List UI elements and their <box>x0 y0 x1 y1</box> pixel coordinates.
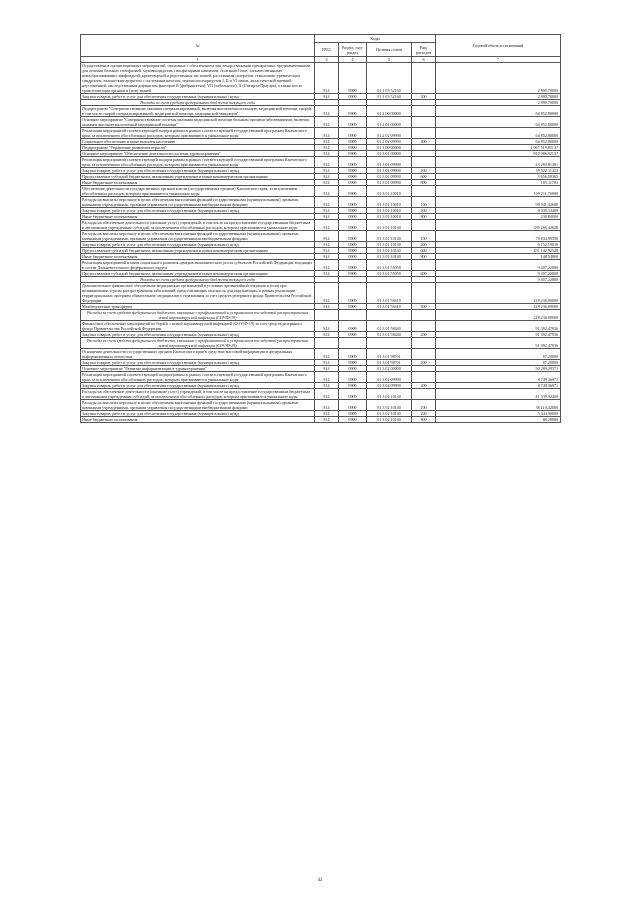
cell-s: 5 343,30000 <box>436 411 561 417</box>
cell-a: 01 3 01 98701 <box>367 349 412 360</box>
cell-name: Закупка товаров, работ и услуг для обеспечения государственных (муниципальных) нужд <box>81 383 315 389</box>
cell-s: 810 986,92137 <box>436 151 561 157</box>
table-row <box>81 372 561 383</box>
cell-g: 814 <box>315 366 339 372</box>
table-row <box>81 349 561 360</box>
cell-v <box>412 389 436 400</box>
cell-p: 0909 <box>339 283 367 304</box>
cell-g: 814 <box>315 321 339 332</box>
cell-s: 3 656,58365 <box>436 174 561 180</box>
cell-a: 01 3 01 10140 <box>367 254 412 260</box>
cell-name: Закупка товаров, работ и услуг для обеспечения государственных (муниципальных) нужд <box>81 360 315 366</box>
cell-name: Межбюджетные трансферты <box>81 304 315 310</box>
cell-name: Основное мероприятие "Развитие информатизации в здравоохранении" <box>81 366 315 372</box>
cell-name: Обеспечение деятельности государственных органов власти (государственных органов) Камчатского края, за исключением обособленных расходов, которым присваиваются уникальные коды <box>81 186 315 197</box>
cell-a: 01 2 00 00000 <box>367 106 412 117</box>
header-num: № <box>81 35 315 57</box>
cell-s: 8 749,36971 <box>436 372 561 383</box>
cell-v: 300 <box>412 139 436 145</box>
cell-s: 9 407,22000 <box>436 260 561 271</box>
cell-g: 814 <box>315 372 339 383</box>
cell-p: 0909 <box>339 242 367 248</box>
cell-g: 814 <box>315 145 339 151</box>
cell-p: 0909 <box>339 231 367 242</box>
table-note-row <box>81 310 561 321</box>
cell-v <box>412 63 436 94</box>
cell-p: 0909 <box>339 372 367 383</box>
cell-v: 600 <box>412 174 436 180</box>
cell-a: 01 3 02 10140 <box>367 417 412 423</box>
cell-g: 814 <box>315 254 339 260</box>
header-total: Годовой объем ассигнований <box>436 35 561 57</box>
cell-p: 0909 <box>339 248 367 254</box>
cell-name: Закупка товаров, работ и услуг для обеспечения государственных (муниципальных) нужд <box>81 411 315 417</box>
cell-g: 814 <box>315 186 339 197</box>
cell-a: 01 3 01 10010 <box>367 186 412 197</box>
cell-s: 78 834,99590 <box>436 231 561 242</box>
header-index-5: 5 <box>367 57 412 63</box>
page-number: 42 <box>317 878 323 883</box>
cell-a: 01 2 02 09990 <box>367 128 412 139</box>
cell-g: 814 <box>315 139 339 145</box>
cell-v <box>412 128 436 139</box>
cell-name: Реализация мероприятий соответствующей подпрограммы в рамках соответствующей государственной программы Камчатского края, за исключением обособленных расходов, которым присваиваются уникальные коды <box>81 157 315 168</box>
cell-p: 0909 <box>339 117 367 128</box>
cell-name: Расходы на обеспечение деятельности (оказание услуг) учреждений, в том числе на предоставление государственным бюджетным и автономным учреждениям субсидий, за исключением обособленных расходов, которым присваиваются уникальные коды <box>81 389 315 400</box>
cell-p: 0909 <box>339 332 367 338</box>
cell-p: 0909 <box>339 168 367 174</box>
cell-p <box>339 338 367 349</box>
cell-v <box>412 157 436 168</box>
cell-s: 1 067 519,85137 <box>436 145 561 151</box>
cell-s: 109 211,76000 <box>436 186 561 197</box>
cell-name: Иные бюджетные ассигнования <box>81 214 315 220</box>
cell-v: 200 <box>412 383 436 389</box>
cell-a: 01 3 01 10140 <box>367 248 412 254</box>
cell-g: 814 <box>315 248 339 254</box>
cell-s: 64 852,80000 <box>436 139 561 145</box>
cell-p: 0909 <box>339 417 367 423</box>
cell-p: 0909 <box>339 139 367 145</box>
cell-s: 64 852,80000 <box>436 117 561 128</box>
cell-a: 01 3 01 10010 <box>367 197 412 208</box>
cell-g: 814 <box>315 220 339 231</box>
cell-s: 91 392,47936 <box>436 332 561 338</box>
cell-name: Закупка товаров, работ и услуг для обеспечения государственных (муниципальных) нужд <box>81 168 315 174</box>
cell-p: 0909 <box>339 106 367 117</box>
cell-g: 814 <box>315 94 339 100</box>
header-index-1: 1 <box>81 57 315 63</box>
cell-s: 148,54800 <box>436 254 561 260</box>
cell-p: 0909 <box>339 360 367 366</box>
cell-s: 2 890,70000 <box>436 63 561 94</box>
cell-p: 0909 <box>339 197 367 208</box>
header-index-7: 7 <box>436 57 561 63</box>
table-row <box>81 400 561 411</box>
header-index-3: 3 <box>315 57 339 63</box>
table-row <box>81 63 561 94</box>
cell-g: 814 <box>315 389 339 400</box>
cell-s: 218 236,00000 <box>436 304 561 310</box>
cell-name: Реализация мероприятий планов социального развития центров экономического роста субъектов Российской Федерации, входящих в состав Дальневосточного федерального округа <box>81 260 315 271</box>
cell-a: 01 3 01 58440 <box>367 321 412 332</box>
cell-name: Реализация мероприятий соответствующей подпрограммы в рамках соответствующей государственной программы Камчатского края, за исключением обособленных расходов, которым присваиваются уникальные коды <box>81 372 315 383</box>
cell-name: Осуществление организационных мероприятий, связанных с обеспечением лиц лекарственными препаратами, предназначенными для лечения больных гемофилией, муковисцидозом, гипофизарным нанизмом, болезнью Гоше, злокачественными новообразованиями лимфоидной, кроветворной и родственных им тканей, рассеянным склерозом, гемолитико-уремическим синдромом, юношеским артритом с системным началом, мукополисахаридозом I, II и VI типов, апластической анемией неуточненной, наследственным дефицитом факторов II (фибриногена), VII (лабильного), X (Стюарта-Прауэра), а также после трансплантации органов и (или) тканей <box>81 63 315 94</box>
cell-a <box>367 338 412 349</box>
cell-p: 0909 <box>339 145 367 151</box>
budget-table <box>80 34 561 423</box>
cell-s: 2 890,70000 <box>436 94 561 100</box>
cell-name: Оснащение деятельности государственных органов Камчатского края в средствах массовой информации и федеральных информационных агентствах <box>81 349 315 360</box>
cell-s: 9 407,22000 <box>436 271 561 277</box>
cell-s: 64 852,80000 <box>436 106 561 117</box>
cell-a: 01 3 01 10140 <box>367 220 412 231</box>
cell-name: Расходы на обеспечение деятельности (оказание услуг) учреждений, в том числе на предоставление государственным бюджетным и автономным учреждениям субсидий, за исключением обособленных расходов, которым присваиваются уникальные коды <box>81 220 315 231</box>
cell-v <box>412 372 436 383</box>
header-codes: Коды <box>315 35 436 43</box>
cell-v: 100 <box>412 400 436 411</box>
table-row <box>81 128 561 139</box>
cell-g: 814 <box>315 197 339 208</box>
cell-name: Основное мероприятие "Обеспечение деятельности системы здравоохранения" <box>81 151 315 157</box>
budget-table-sheet <box>80 34 560 423</box>
cell-v <box>412 321 436 332</box>
cell-p: 0909 <box>339 411 367 417</box>
cell-p: 0909 <box>339 304 367 310</box>
cell-v <box>412 338 436 349</box>
cell-name: Социальное обеспечение и иные выплаты населению <box>81 139 315 145</box>
table-row <box>81 321 561 332</box>
cell-a: 01 3 01 10010 <box>367 208 412 214</box>
cell-g: 814 <box>315 411 339 417</box>
cell-v <box>412 283 436 304</box>
cell-p: 0909 <box>339 220 367 231</box>
cell-name: Расходы на выплаты персоналу в целях обеспечения выполнения функций государственными (муниципальными) органами, казенными учреждениями, органами управления государственными внебюджетными фондами <box>81 197 315 208</box>
cell-v: 200 <box>412 360 436 366</box>
cell-a: 01 3 01 09990 <box>367 174 412 180</box>
cell-s: 9 039,53400 <box>436 208 561 214</box>
table-row <box>81 157 561 168</box>
cell-a: 01 3 01 58440 <box>367 332 412 338</box>
cell-v: 800 <box>412 214 436 220</box>
table-body <box>81 63 561 423</box>
cell-s: 251 142,92528 <box>436 248 561 254</box>
cell-p: 0909 <box>339 349 367 360</box>
cell-s: 91 392,47936 <box>436 321 561 332</box>
cell-name: Предоставление субсидий бюджетным, автономным учреждениям и иным некоммерческим организациям <box>81 271 315 277</box>
cell-g: 814 <box>315 283 339 304</box>
cell-g: 814 <box>315 157 339 168</box>
cell-v: 600 <box>412 271 436 277</box>
cell-name: Предоставление субсидий бюджетным, автономным учреждениям и иным некоммерческим организациям <box>81 248 315 254</box>
cell-s: 99 941,42600 <box>436 197 561 208</box>
cell-v: 800 <box>412 417 436 423</box>
cell-g: 814 <box>315 242 339 248</box>
cell-name: Расходы за счет средств федерального бюджета, связанные с профилактикой и устранением последствий распространения новой коронавирусной инфекции (COVID-19) <box>81 338 315 349</box>
table-row <box>81 417 561 423</box>
cell-p: 0909 <box>339 151 367 157</box>
cell-p: 0909 <box>339 208 367 214</box>
cell-name: Предоставление субсидий бюджетным, автономным учреждениям и иным некоммерческим организациям <box>81 174 315 180</box>
cell-s: 87,20000 <box>436 360 561 366</box>
cell-name: Дополнительное финансовое обеспечение медицинских организаций в условиях чрезвычайной ситуации и (или) при возникновении угрозы распространения заболеваний, представляющих опасность для окружающих, в рамках реализации территориальных программ обязательного медицинского страхования за счет средств резервного фонда Правительства Российской Федерации <box>81 283 315 304</box>
cell-s: 8 749,36971 <box>436 383 561 389</box>
cell-a: 01 3 01 10010 <box>367 214 412 220</box>
cell-g: 814 <box>315 151 339 157</box>
cell-s: 36 110,42000 <box>436 400 561 411</box>
cell-v <box>412 106 436 117</box>
header-razdel: Раздел, под-раздел <box>339 43 367 57</box>
cell-s: 43 283,81491 <box>436 157 561 168</box>
cell-g: 814 <box>315 304 339 310</box>
cell-name: Закупка товаров, работ и услуг для обеспечения государственных (муниципальных) нужд <box>81 208 315 214</box>
cell-v: 100 <box>412 197 436 208</box>
header-grbs: ГРБС <box>315 43 339 57</box>
cell-p: 0909 <box>339 128 367 139</box>
cell-name: Расходы за счет средств федерального бюджета текущего года <box>81 100 315 106</box>
cell-s: 9 407,22000 <box>436 277 561 283</box>
cell-s: 64 852,80000 <box>436 128 561 139</box>
cell-p: 0909 <box>339 214 367 220</box>
cell-a: 01 2 02 00000 <box>367 117 412 128</box>
cell-name: Иные бюджетные ассигнования <box>81 254 315 260</box>
cell-a: 01 3 01 09990 <box>367 168 412 174</box>
cell-p: 0909 <box>339 400 367 411</box>
cell-p: 0909 <box>339 180 367 186</box>
cell-g: 814 <box>315 168 339 174</box>
cell-s: 9 152,19010 <box>436 242 561 248</box>
header-vid: Вид расходов <box>412 43 436 57</box>
cell-s: 2 890,70000 <box>436 100 561 106</box>
cell-g: 814 <box>315 400 339 411</box>
cell-v: 800 <box>412 180 436 186</box>
cell-g: 814 <box>315 231 339 242</box>
cell-name: Расходы на выплаты персоналу в целях обеспечения выполнения функций государственными (муниципальными) органами, казенными учреждениями, органами управления государственными внебюджетными фондами <box>81 400 315 411</box>
cell-p: 0909 <box>339 383 367 389</box>
cell-s: 105,11703 <box>436 180 561 186</box>
cell-g: 814 <box>315 271 339 277</box>
header-index-4: 4 <box>339 57 367 63</box>
cell-a: 01 1 03 52160 <box>367 63 412 94</box>
cell-p: 0909 <box>339 271 367 277</box>
cell-name: Расходы на выплаты персоналу в целях обеспечения выполнения функций государственными (муниципальными) органами, казенными учреждениями, органами управления государственными внебюджетными фондами <box>81 231 315 242</box>
cell-s: 39 522,11423 <box>436 168 561 174</box>
cell-v: 200 <box>412 94 436 100</box>
cell-v: 200 <box>412 411 436 417</box>
cell-a: 01 3 02 10140 <box>367 411 412 417</box>
cell-name: Закупка товаров, работ и услуг для обеспечения государственных (муниципальных) нужд <box>81 94 315 100</box>
cell-a: 01 3 01 55050 <box>367 260 412 271</box>
table-row <box>81 186 561 197</box>
cell-p: 0909 <box>339 254 367 260</box>
cell-name: Подпрограмма "Управление развитием отрасли" <box>81 145 315 151</box>
table-row <box>81 231 561 242</box>
cell-g: 814 <box>315 117 339 128</box>
header-article: Целевая статья <box>367 43 412 57</box>
cell-s: 86,20000 <box>436 417 561 423</box>
cell-v <box>412 186 436 197</box>
cell-a: 01 3 02 10140 <box>367 389 412 400</box>
cell-g: 814 <box>315 106 339 117</box>
cell-a: 01 3 02 09990 <box>367 383 412 389</box>
cell-s: 218 236,00000 <box>436 310 561 321</box>
cell-v: 800 <box>412 254 436 260</box>
cell-g: 814 <box>315 214 339 220</box>
table-row <box>81 220 561 231</box>
cell-g: 814 <box>315 332 339 338</box>
cell-g: 814 <box>315 128 339 139</box>
table-note-row <box>81 338 561 349</box>
cell-s: 339 266,42828 <box>436 220 561 231</box>
cell-g: 814 <box>315 260 339 271</box>
cell-v: 200 <box>412 208 436 214</box>
cell-name: Расходы за счет средств федерального бюджета текущего года <box>81 277 315 283</box>
cell-v: 500 <box>412 304 436 310</box>
cell-a: 01 3 01 10140 <box>367 231 412 242</box>
cell-s: 50 289,29371 <box>436 366 561 372</box>
cell-v: 100 <box>412 231 436 242</box>
cell-v <box>412 260 436 271</box>
cell-v: 200 <box>412 168 436 174</box>
cell-name: Расходы за счет средств федерального бюджета, связанные с профилактикой и устранением последствий распространения новой коронавирусной инфекции (COVID-19) <box>81 310 315 321</box>
cell-s: 41 539,92400 <box>436 389 561 400</box>
cell-a: 01 3 02 09990 <box>367 372 412 383</box>
cell-p: 0909 <box>339 366 367 372</box>
table-row <box>81 389 561 400</box>
cell-a: 01 3 01 58410 <box>367 304 412 310</box>
cell-a: 01 3 01 09990 <box>367 180 412 186</box>
cell-v <box>412 310 436 321</box>
cell-a: 01 3 01 58410 <box>367 283 412 304</box>
cell-s: 230,80000 <box>436 214 561 220</box>
table-row <box>81 260 561 271</box>
table-row <box>81 106 561 117</box>
cell-p: 0909 <box>339 186 367 197</box>
cell-p: 0909 <box>339 157 367 168</box>
cell-a: 01 2 02 09990 <box>367 139 412 145</box>
cell-p: 0909 <box>339 94 367 100</box>
cell-a: 01 3 01 00000 <box>367 151 412 157</box>
cell-a <box>367 310 412 321</box>
cell-p: 0909 <box>339 174 367 180</box>
cell-g: 814 <box>315 180 339 186</box>
cell-g: 814 <box>315 208 339 214</box>
cell-v <box>412 117 436 128</box>
cell-g: 814 <box>315 360 339 366</box>
cell-g: 814 <box>315 63 339 94</box>
cell-name: Закупка товаров, работ и услуг для обеспечения государственных (муниципальных) нужд <box>81 242 315 248</box>
cell-a: 01 1 03 52160 <box>367 94 412 100</box>
cell-p: 0909 <box>339 321 367 332</box>
cell-a: 01 3 01 55050 <box>367 271 412 277</box>
cell-a: 01 3 02 00000 <box>367 366 412 372</box>
cell-g: 814 <box>315 417 339 423</box>
cell-name: Подпрограмма "Совершенствование оказания специализированной, включая высокотехнологичную, медицинской помощи, скорой, в том числе скорой специализированной, медицинской помощи, медицинской эвакуации" <box>81 106 315 117</box>
cell-name: Закупка товаров, работ и услуг для обеспечения государственных (муниципальных) нужд <box>81 332 315 338</box>
cell-g: 814 <box>315 383 339 389</box>
cell-p <box>339 310 367 321</box>
cell-g <box>315 338 339 349</box>
cell-p: 0909 <box>339 389 367 400</box>
cell-s: 91 392,47936 <box>436 338 561 349</box>
cell-v: 200 <box>412 242 436 248</box>
cell-name: Финансовое обеспечение мероприятий по борьбе с новой коронавирусной инфекцией (COVID-19) за счет средств резервного фонда Правительства Российской Федерации <box>81 321 315 332</box>
cell-a: 01 3 01 09990 <box>367 157 412 168</box>
cell-v: 600 <box>412 248 436 254</box>
cell-v <box>412 349 436 360</box>
header-index-6: 6 <box>412 57 436 63</box>
table-row <box>81 197 561 208</box>
cell-name: Основное мероприятие "Совершенствование системы оказания медицинской помощи больным прочими заболеваниями, включая оказание высокотехнологичной медицинской помощи" <box>81 117 315 128</box>
cell-s: 218 236,00000 <box>436 283 561 304</box>
cell-p: 0909 <box>339 260 367 271</box>
cell-a: 01 3 02 10140 <box>367 400 412 411</box>
cell-g: 814 <box>315 174 339 180</box>
cell-a: 01 3 00 00000 <box>367 145 412 151</box>
cell-g: 814 <box>315 349 339 360</box>
cell-a: 01 3 01 98701 <box>367 360 412 366</box>
cell-name: Иные бюджетные ассигнования <box>81 417 315 423</box>
cell-name: Иные бюджетные ассигнования <box>81 180 315 186</box>
cell-s: 87,20000 <box>436 349 561 360</box>
cell-name: Реализация мероприятий соответствующей подпрограммы в рамках соответствующей государственной программы Камчатского края, за исключением обособленных расходов, которым присваиваются уникальные коды <box>81 128 315 139</box>
cell-v <box>412 220 436 231</box>
cell-a: 01 3 01 10140 <box>367 242 412 248</box>
table-row <box>81 283 561 304</box>
table-row <box>81 117 561 128</box>
cell-p: 0909 <box>339 63 367 94</box>
cell-g <box>315 310 339 321</box>
cell-v: 200 <box>412 332 436 338</box>
